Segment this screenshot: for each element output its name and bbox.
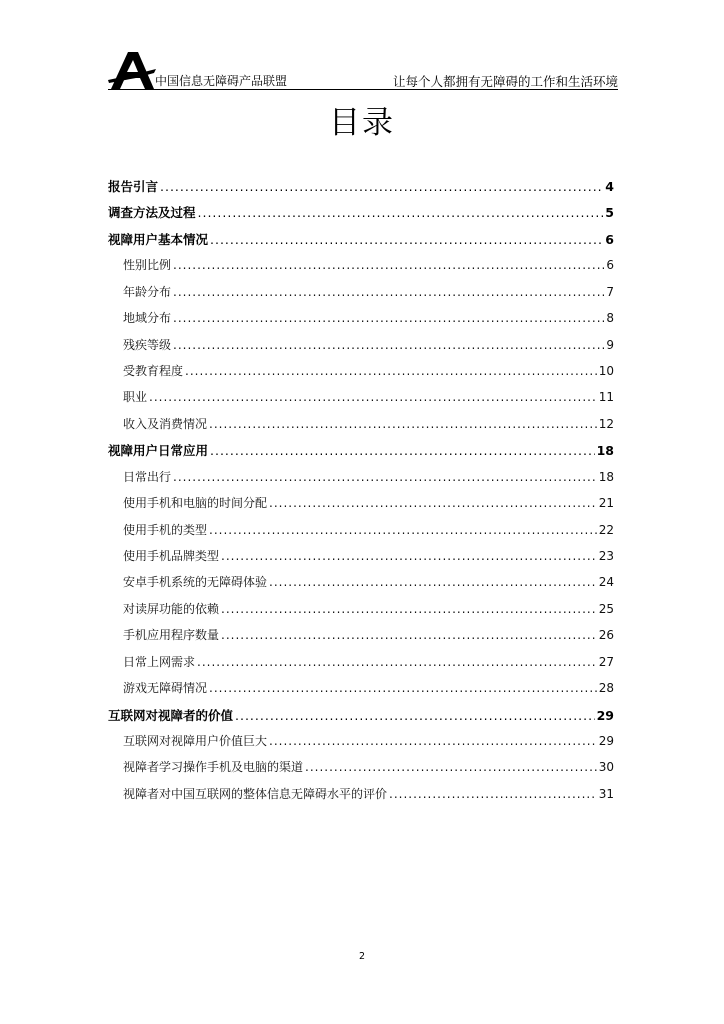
toc-subsection-entry[interactable] [123,679,614,697]
toc-page-number: 27 [598,654,614,669]
toc-subsection-entry[interactable] [123,732,614,750]
toc-dot-leader [160,179,603,194]
toc-entry-title: 地域分布 [123,311,172,326]
toc-subsection-entry[interactable] [123,283,614,301]
toc-dot-leader [197,655,597,669]
toc-entry-title: 性别比例 [123,258,172,273]
toc-entry-title: 日常上网需求 [123,654,196,669]
toc-entry-title: 使用手机的类型 [123,522,208,537]
toc-page-number: 26 [598,628,614,643]
toc-entry-title: 手机应用程序数量 [123,628,220,643]
toc-page-number: 5 [605,205,614,221]
toc-subsection-entry[interactable] [123,362,614,380]
toc-dot-leader [209,523,597,537]
toc-subsection-entry[interactable] [123,547,614,565]
toc-dot-leader [305,760,597,774]
toc-dot-leader [210,232,603,247]
toc-dot-leader [149,390,597,404]
toc-dot-leader [185,364,597,378]
toc-page-number: 31 [598,786,614,801]
toc-dot-leader [210,443,595,458]
toc-dot-leader [173,285,604,299]
toc-page-number: 29 [596,707,614,723]
toc-section-entry[interactable] [108,177,614,195]
toc-subsection-entry[interactable] [123,336,614,354]
toc-entry-title: 报告引言 [108,179,159,194]
toc-dot-leader [235,708,595,723]
toc-page-number: 21 [598,496,614,511]
toc-entry-title: 年龄分布 [123,284,172,299]
page-header [108,50,618,90]
toc-dot-leader [173,470,597,484]
toc-entry-title: 调查方法及过程 [108,205,196,221]
toc-dot-leader [269,734,597,748]
toc-page-number: 22 [598,522,614,537]
toc-page-number: 23 [598,549,614,564]
toc-page-number: 7 [606,284,614,299]
toc-entry-title: 视障者学习操作手机及电脑的渠道 [123,760,304,775]
toc-dot-leader [221,549,597,563]
toc-entry-title: 职业 [123,390,148,405]
toc-entry-title: 使用手机品牌类型 [123,549,220,564]
page-number: 2 [358,951,366,962]
toc-dot-leader [221,602,597,616]
toc-entry-title: 使用手机和电脑的时间分配 [123,496,268,511]
toc-section-entry[interactable] [108,203,614,221]
letter-a-logo-icon [108,50,158,90]
toc-entry-title: 视障者对中国互联网的整体信息无障碍水平的评价 [123,786,388,801]
toc-page-number: 9 [606,337,614,352]
org-name: 中国信息无障碍产品联盟 [155,74,288,88]
toc-entry-title: 收入及消费情况 [123,416,208,431]
toc-subsection-entry[interactable] [123,468,614,486]
toc-entry-title: 安卓手机系统的无障碍体验 [123,575,268,590]
toc-dot-leader [269,575,597,589]
toc-entry-title: 受教育程度 [123,364,184,378]
toc-page-number: 25 [598,601,614,616]
toc-subsection-entry[interactable] [123,758,614,776]
toc-dot-leader [173,338,604,352]
toc-entry-title: 残疾等级 [123,337,172,352]
header-slogan: 让每个人都拥有无障碍的工作和生活环境 [392,74,618,89]
toc-page-number: 18 [596,443,614,459]
toc-subsection-entry[interactable] [123,785,614,803]
toc-subsection-entry[interactable] [123,600,614,618]
toc-entry-title: 互联网对视障用户价值巨大 [123,734,268,749]
toc-entry-title: 对读屏功能的依赖 [123,601,220,616]
toc-dot-leader [173,258,604,272]
toc-dot-leader [209,681,597,695]
toc-page-number: 6 [606,258,614,273]
toc-dot-leader [269,496,597,510]
toc-page-number: 6 [605,231,614,247]
toc-dot-leader [221,628,597,642]
toc-section-entry[interactable] [108,706,614,724]
toc-page-number: 28 [598,681,614,696]
page-title: 目录 [329,105,395,141]
toc-subsection-entry[interactable] [123,256,614,274]
toc-page-number: 4 [605,179,614,194]
toc-entry-title: 游戏无障碍情况 [123,681,208,696]
toc-page-number: 11 [598,390,614,405]
toc-page-number: 18 [598,469,614,484]
toc-subsection-entry[interactable] [123,626,614,644]
toc-section-entry[interactable] [108,441,614,459]
toc-page-number: 29 [598,734,614,749]
toc-subsection-entry[interactable] [123,388,614,406]
toc-section-entry[interactable] [108,230,614,248]
toc-subsection-entry[interactable] [123,494,614,512]
toc-page-number: 30 [598,760,614,775]
toc-entry-title: 视障用户日常应用 [108,443,209,459]
toc-subsection-entry[interactable] [123,309,614,327]
toc-entry-title: 互联网对视障者的价值 [108,707,234,723]
toc-entry-title: 日常出行 [123,469,172,484]
toc-page-number: 24 [598,575,614,590]
toc-dot-leader [198,205,604,220]
toc-page-number: 12 [598,416,614,431]
toc-subsection-entry[interactable] [123,521,614,539]
toc-page-number: 10 [598,364,614,378]
toc-subsection-entry[interactable] [123,415,614,433]
toc-subsection-entry[interactable] [123,653,614,671]
toc-dot-leader [209,417,597,431]
toc-entry-title: 视障用户基本情况 [108,231,209,247]
header-divider [108,89,618,90]
toc-page-number: 8 [606,311,614,326]
toc-dot-leader [389,787,597,801]
toc-subsection-entry[interactable] [123,573,614,591]
toc-dot-leader [173,311,604,325]
